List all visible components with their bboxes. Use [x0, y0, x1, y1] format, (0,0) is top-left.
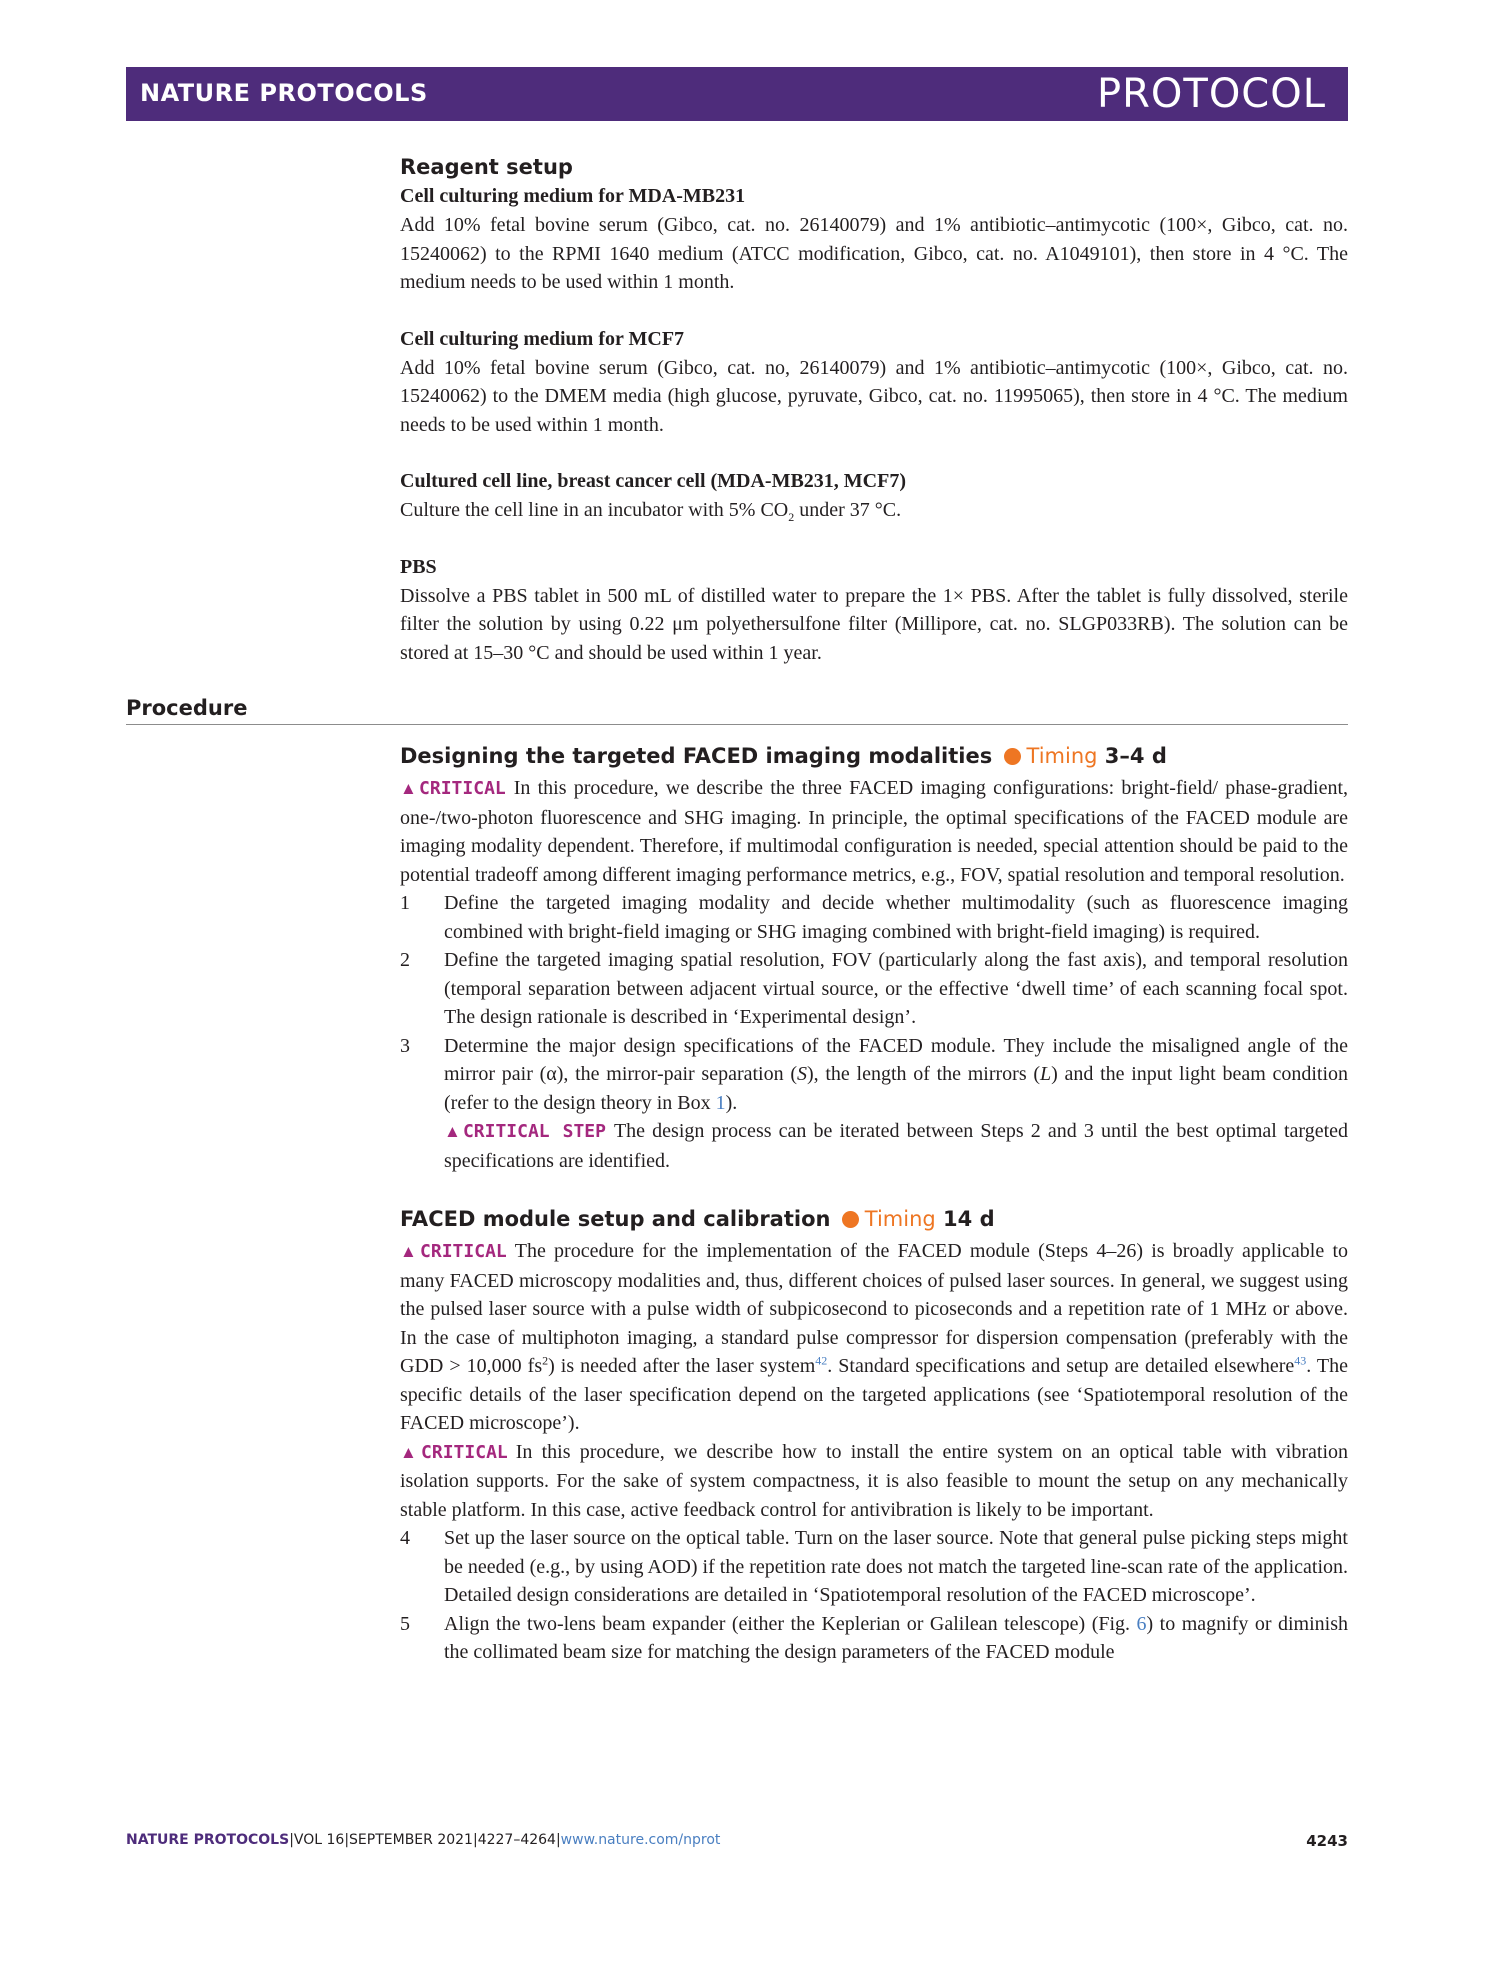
cell-line-text: Culture the cell line in an incubator with 5% $CO_2$ under 37 °C. [400, 499, 902, 524]
step-4: 4 Set up the laser source on the optical table. Turn on the laser source. Note that general pulse picking steps might be needed (e.g., by using AOD) if the repetition rate does not match the targeted line-scan rate of the application. Detailed design considerations are detailed in ‘Spatiotemporal resolution of the FACED microscope’. [400, 1527, 1348, 1606]
pbs-title: PBS [400, 555, 437, 578]
reference-42-link[interactable]: 42 [815, 1353, 828, 1368]
procedure-section [400, 740, 1348, 1667]
step-3: 3 Determine the major design specifications of the FACED module. They include the misaligned angle of the mirror pair (α), the mirror-pair separation (S), the length of the mirrors (L) and the input light beam condition (refer to the design theory in Box 1). ▲CRITICAL STEP The design process can be iterated between Steps 2 and 3 until the best optimal targeted specifications are identified. [400, 1034, 1349, 1172]
critical-note-designing: ▲CRITICAL In this procedure, we describe the three FACED imaging configurations: bright-field/ phase-gradient, one-/two-photon fluorescence and SHG imaging. In principle, the optimal specifications of the FACED module are imaging modality dependent. Therefore, if multimodal configuration is needed, special attention should be paid to the potential tradeoff among different imaging performance metrics, e.g., FOV, spatial resolution and temporal resolution. [400, 777, 1348, 886]
step-1: 1 Define the targeted imaging modality and decide whether multimodality (such as fluorescence imaging combined with bright-field imaging or SHG imaging combined with bright-field imaging) is required. [400, 892, 1348, 943]
step-5: 5 Align the two-lens beam expander (either the Keplerian or Galilean telescope) (Fig. 6) to magnify or diminish the collimated beam size for matching the design parameters of the FACED module [400, 1612, 1348, 1663]
journal-banner [126, 67, 1348, 121]
footer-url-link[interactable]: www.nature.com/nprot [560, 1832, 721, 1848]
footer-journal: NATURE PROTOCOLS [126, 1832, 290, 1848]
mda-medium-text: Add 10% fetal bovine serum (Gibco, cat. no. 26140079) and 1% antibiotic–antimycotic (100×, Gibco, cat. no. 15240062) to the RPMI 1640 medium (ATCC modification, Gibco, cat. no. A1049101), then store in 4 °C. The medium needs to be used within 1 month. [400, 214, 1348, 293]
reagent-setup-title: Reagent setup [400, 155, 573, 179]
mcf7-medium-block [400, 325, 1348, 440]
pbs-block [400, 553, 1348, 668]
critical-triangle-icon: ▲ [400, 1442, 422, 1462]
procedure-divider [126, 724, 1348, 725]
step-2: 2 Define the targeted imaging spatial resolution, FOV (particularly along the fast axis), and temporal resolution (temporal separation between adjacent virtual source, or the effective ‘dwell time’ of each scanning focal spot. The design rationale is described in ‘Experimental design’. [400, 949, 1348, 1028]
timing-value: 3–4 d [1104, 744, 1167, 768]
critical-note-table: ▲CRITICAL In this procedure, we describe how to install the entire system on an optical table with vibration isolation supports. For the sake of system compactness, it is also feasible to mount the setup on any mechanically stable platform. In this case, active feedback control for antivibration is likely to be important. [400, 1440, 1349, 1521]
pbs-text: Dissolve a PBS tablet in 500 mL of distilled water to prepare the 1× PBS. After the tablet is fully dissolved, sterile filter the solution by using 0.22 μm polyethersulfone filter (Millipore, cat. no. SLGP033RB). The solution can be stored at 15–30 °C and should be used within 1 year. [400, 584, 1348, 664]
mda-medium-block [400, 182, 1348, 297]
critical-note-laser: ▲CRITICAL The procedure for the implementation of the FACED module (Steps 4–26) is broadly applicable to many FACED microscopy modalities and, thus, different choices of pulsed laser sources. In general, we suggest using the pulsed laser source with a pulse width of subpicosecond to picoseconds and a repetition rate of 1 MHz or above. In the case of multiphoton imaging, a standard pulse compressor for dispersion compensation (preferably with the GDD > 10,000 $fs^2$) is needed after the laser system$^{42}$. Standard specifications and setup are detailed elsewhere$^{43}$. The specific details of the laser specification depend on the targeted applications (see ‘Spatiotemporal resolution of the FACED microscope’). [400, 1240, 1349, 1434]
box-1-link[interactable]: 1 [715, 1091, 726, 1114]
footer-volume: VOL 16 [293, 1832, 345, 1848]
mcf7-medium-text: Add 10% fetal bovine serum (Gibco, cat. no, 26140079) and 1% antibiotic–antimycotic (100×, Gibco, cat. no. 15240062) to the DMEM media (high glucose, pyruvate, Gibco, cat. no. 11995065), then store in 4 °C. The medium needs to be used within 1 month. [400, 356, 1348, 436]
cell-line-block [400, 467, 1348, 525]
critical-triangle-icon: ▲ [400, 779, 420, 798]
procedure-heading: Procedure [126, 696, 248, 720]
section-designing-heading: Designing the targeted FACED imaging modalities Timing 3–4 d [400, 744, 1167, 768]
timing-dot-icon [842, 1211, 859, 1228]
footer-date: SEPTEMBER 2021 [349, 1832, 473, 1848]
timing-value: 14 d [943, 1207, 995, 1231]
mda-medium-title: Cell culturing medium for MDA-MB231 [400, 185, 746, 207]
footer-pages: 4227–4264 [477, 1832, 556, 1848]
page-number: 4243 [1306, 1832, 1348, 1850]
critical-triangle-icon: ▲ [400, 1242, 421, 1261]
journal-name: NATURE PROTOCOLS [140, 79, 428, 107]
timing-dot-icon [1004, 748, 1021, 765]
mcf7-medium-title: Cell culturing medium for MCF7 [400, 327, 685, 350]
cell-line-title: Cultured cell line, breast cancer cell (MDA-MB231, MCF7) [400, 470, 906, 492]
section-faced-setup-heading: FACED module setup and calibration Timing 14 d [400, 1207, 995, 1231]
figure-6-link[interactable]: 6 [1136, 1612, 1147, 1635]
article-type: PROTOCOL [1096, 71, 1326, 117]
reagent-setup-section [400, 152, 1348, 695]
critical-step-triangle-icon: ▲ [444, 1122, 463, 1141]
page-footer: NATURE PROTOCOLS|VOL 16|SEPTEMBER 2021|4227–4264|www.nature.com/nprot 4243 [126, 1832, 1348, 1850]
reference-43-link[interactable]: 43 [1294, 1353, 1307, 1368]
